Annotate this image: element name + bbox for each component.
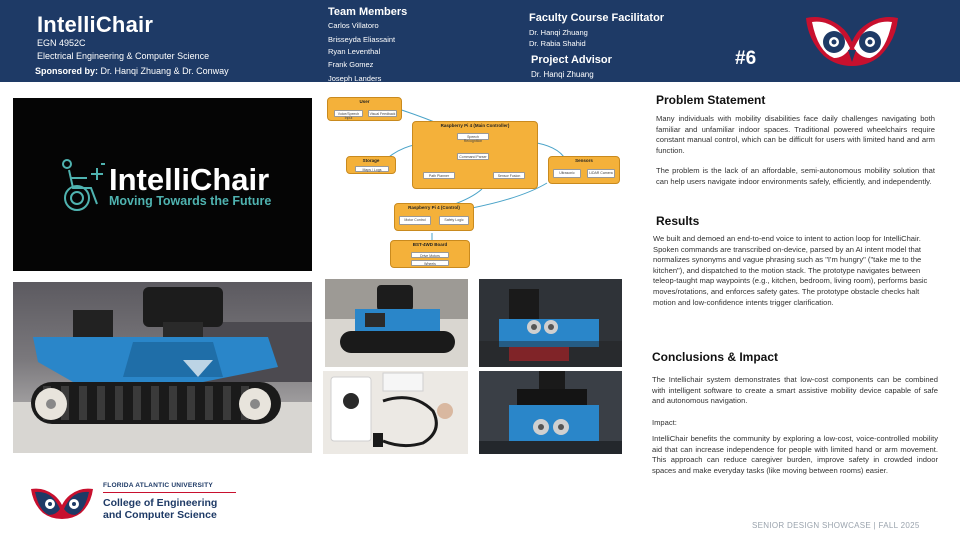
problem-paragraph-2: The problem is the lack of an affordable, semi-autonomous mobility solution that can help users navigate indoor environments safely, efficiently, and independently. — [656, 166, 935, 186]
node-title: Storage — [362, 158, 380, 163]
header-banner — [0, 0, 960, 82]
project-number: #6 — [735, 48, 757, 69]
facilitator-heading: Faculty Course Facilitator — [529, 12, 665, 24]
node-item: Speech Recognition — [457, 133, 489, 140]
intellichair-logo-image — [13, 98, 312, 271]
team-members-heading: Team Members — [328, 6, 408, 18]
sponsor-names: Dr. Hanqi Zhuang & Dr. Conway — [100, 66, 229, 76]
facilitator-name: Dr. Rabia Shahid — [529, 39, 586, 48]
university-name: FLORIDA ATLANTIC UNIVERSITY — [103, 482, 213, 489]
team-member: Ryan Leventhal — [328, 47, 381, 56]
node-item: Maps / Logs — [355, 166, 389, 172]
sponsor-label: Sponsored by: — [35, 66, 99, 76]
team-member: Frank Gomez — [328, 60, 374, 69]
diagram-node-user — [327, 97, 402, 121]
microphone-illustration — [323, 371, 468, 454]
node-item: Drive Motors — [411, 252, 449, 258]
results-paragraph: We built and demoed an end-to-end voice to intent to action loop for IntelliChair. Spoken commands are transcribed on-device, parsed by an AI intent model that normalizes synonyms and vague phrasing such as "I'm hungry" ("take me to the kitchen"), and dispatched to the motion stack. The prototype navigates between teleop-taught map waypoints (e.g., kitchen, bedroom, living room), performs basic moves/rotations, and enforces safety gates. The prototype obstacle checks halt motion and low-confidence intents trigger clarification. — [653, 234, 928, 307]
showcase-label: SENIOR DESIGN SHOWCASE | FALL 2025 — [752, 521, 920, 530]
node-item: Visual Feedback — [369, 112, 396, 116]
node-item: Ultrasonic — [553, 169, 581, 178]
problem-statement-heading: Problem Statement — [656, 93, 766, 107]
microphone-photo — [323, 371, 468, 454]
team-member: Carlos Villatoro — [328, 21, 379, 30]
robot-top-photo — [325, 279, 468, 367]
course-code: EGN 4952C — [37, 38, 86, 48]
diagram-node-storage — [346, 156, 396, 174]
node-title: Raspberry Pi 4 (Main Controller) — [440, 123, 510, 128]
node-title: Raspberry Pi 4 (Control) — [408, 205, 460, 210]
node-item: Sensor Fusion — [493, 172, 525, 179]
logo-title: IntelliChair — [109, 162, 270, 197]
node-title: User — [359, 99, 370, 104]
robot-front-photo — [479, 371, 622, 454]
problem-paragraph-1: Many individuals with mobility disabilities face daily challenges navigating both familiar and unfamiliar indoor spaces. Traditional powered wheelchairs require constant manual control, which can be difficult for users with limited hand and arm function. — [656, 114, 935, 155]
project-title: IntelliChair — [37, 12, 154, 37]
system-architecture-diagram — [322, 93, 622, 271]
node-item: Motor Control — [399, 216, 431, 225]
robot-front-illustration — [479, 371, 622, 454]
impact-label: Impact: — [652, 418, 677, 427]
node-item: Command Parser — [457, 153, 489, 160]
results-heading: Results — [656, 214, 700, 228]
diagram-node-board — [390, 240, 470, 268]
advisor-name: Dr. Hanqi Zhuang — [531, 70, 594, 79]
advisor-heading: Project Advisor — [531, 54, 612, 66]
node-item: Safety Logic — [439, 216, 469, 225]
robot-illustration — [13, 282, 312, 453]
impact-paragraph: IntelliChair benefits the community by exploring a low-cost, voice-controlled mobility aid that can increase independence for people with limited hand or arm movement. This approach can reduce caregiver burden, improve safety in crowded indoor spaces and make everyday tasks (like moving between rooms) easier. — [652, 434, 938, 475]
robot-prototype-photo — [13, 282, 312, 453]
owl-logo-icon — [804, 12, 900, 68]
team-member: Brisseyda Eliassaint — [328, 35, 396, 44]
node-item: Voice/Speech Input — [334, 110, 363, 117]
conclusions-paragraph-1: The Intellichair system demonstrates that low-cost components can be combined with intelligent software to create a smart assistive mobility device capable of safe and autonomous navigation. — [652, 375, 938, 406]
facilitator-name: Dr. Hanqi Zhuang — [529, 28, 588, 37]
node-title: BST-4WD Board — [412, 242, 448, 247]
footer-divider — [103, 492, 236, 493]
robot-sensor-illustration — [479, 279, 622, 367]
diagram-node-sensors — [548, 156, 620, 184]
robot-sensor-photo — [479, 279, 622, 367]
diagram-node-control — [394, 203, 474, 231]
fau-owl-logo-icon — [30, 486, 94, 520]
node-item: LiDAR Camera — [587, 169, 615, 178]
conclusions-heading: Conclusions & Impact — [652, 350, 779, 364]
college-line-1: College of Engineering — [103, 497, 218, 509]
node-item: Wheels — [411, 260, 449, 266]
diagram-node-main-controller — [412, 121, 538, 189]
college-name — [103, 497, 217, 521]
node-item: Path Planner — [423, 172, 455, 179]
team-member: Joseph Landers — [328, 74, 382, 83]
robot-top-illustration — [325, 279, 468, 367]
department: Electrical Engineering & Computer Science — [37, 51, 210, 61]
wheelchair-circuit-icon — [57, 158, 107, 212]
sponsor-line — [35, 66, 229, 76]
node-title: Sensors — [575, 158, 593, 163]
logo-subtitle: Moving Towards the Future — [109, 194, 272, 208]
college-line-2: and Computer Science — [103, 509, 217, 521]
